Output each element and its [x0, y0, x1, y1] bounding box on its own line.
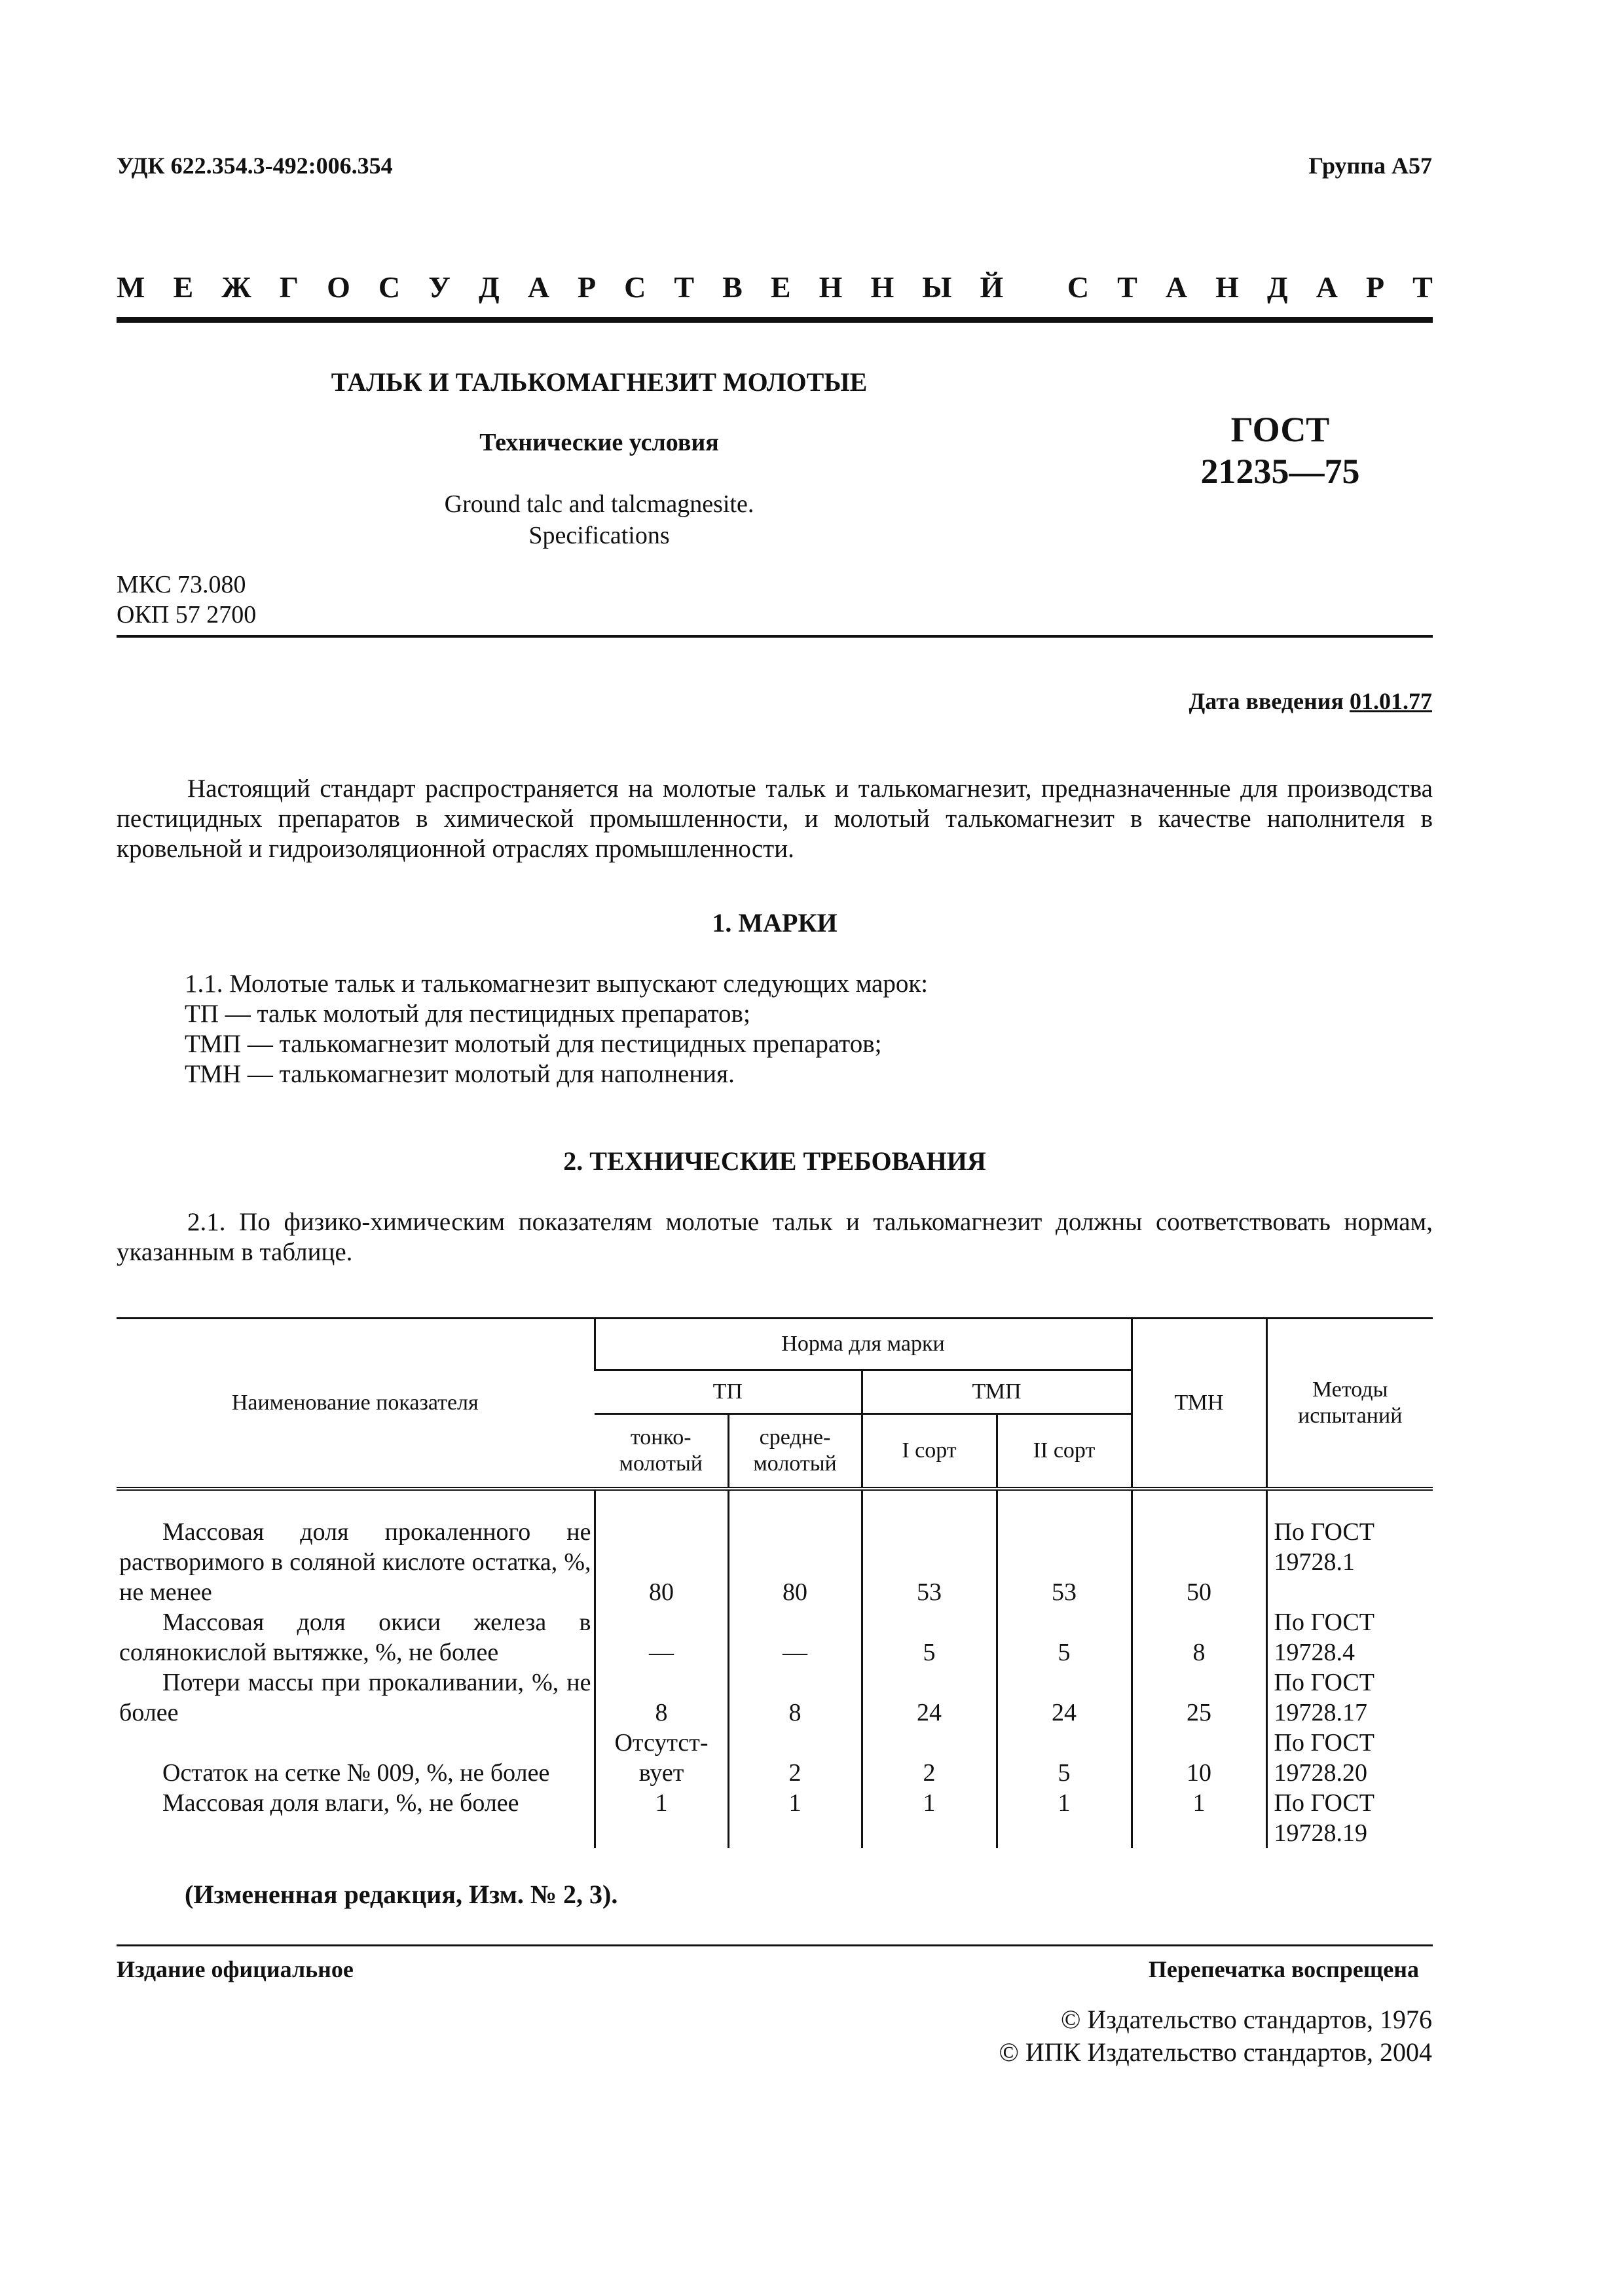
copyright	[646, 2003, 1432, 2069]
header-indicator: Наименование показателя	[117, 1319, 595, 1489]
header-tmn: ТМН	[1132, 1319, 1266, 1489]
row-tmn: 25	[1132, 1667, 1266, 1728]
english-title-line-2: Specifications	[528, 522, 670, 549]
row-tp-fine: 80	[595, 1517, 728, 1607]
section-2-title: 2. ТЕХНИЧЕСКИЕ ТРЕБОВАНИЯ	[563, 1146, 986, 1176]
banner-letter: М	[117, 270, 145, 304]
table-row	[117, 1667, 1433, 1728]
row-method: По ГОСТ 19728.20	[1266, 1728, 1433, 1788]
header-grade-2: II сорт	[997, 1414, 1132, 1489]
row-tmn: 8	[1132, 1607, 1266, 1667]
row-tp-medium: 8	[728, 1667, 862, 1728]
banner-letter: Р	[1365, 270, 1385, 304]
effective-date-value: 01.01.77	[1350, 688, 1432, 714]
row-method: По ГОСТ 19728.4	[1266, 1607, 1433, 1667]
row-tmp-2: 1	[997, 1788, 1132, 1848]
table-row	[117, 1788, 1433, 1848]
row-tmp-1: 1	[862, 1788, 997, 1848]
section-2-paragraph: 2.1. По физико-химическим показателям молотые тальк и талькомагнезит должны соответствовать нормам, указанным в таблице.	[117, 1208, 1433, 1266]
document-title: ТАЛЬК И ТАЛЬКОМАГНЕЗИТ МОЛОТЫЕ	[331, 367, 868, 397]
banner-letter: Н	[870, 270, 894, 304]
banner-letter: С	[378, 270, 401, 304]
row-tp-fine: 8	[595, 1667, 728, 1728]
header-fine: тонко- молотый	[595, 1414, 728, 1489]
row-tmp-1: 5	[862, 1607, 997, 1667]
banner-letter: Р	[577, 270, 597, 304]
banner-letter: Т	[1117, 270, 1137, 304]
row-indicator: Массовая доля прокаленного не растворимого в соляной кислоте остатка, %, не менее	[119, 1518, 591, 1606]
header-methods: Методы испытаний	[1266, 1319, 1433, 1489]
row-method: По ГОСТ 19728.17	[1266, 1667, 1433, 1728]
row-indicator: Потери массы при прокаливании, %, не более	[119, 1669, 591, 1726]
header-rule	[117, 635, 1433, 638]
udk-code: УДК 622.354.3-492:006.354	[117, 153, 393, 179]
section-1-title: 1. МАРКИ	[712, 908, 838, 938]
row-indicator: Остаток на сетке № 009, %, не более	[162, 1759, 550, 1787]
banner-letter: Г	[279, 270, 299, 304]
classifiers	[117, 570, 256, 630]
copyright-line-1: © Издательство стандартов, 1976	[1060, 2005, 1432, 2034]
gost-code: 21235—75	[1200, 452, 1360, 491]
banner-letter: Е	[173, 270, 194, 304]
banner-letter: О	[327, 270, 350, 304]
banner-letter: Н	[1215, 270, 1239, 304]
row-indicator: Массовая доля влаги, %, не более	[162, 1789, 519, 1817]
english-title	[262, 488, 936, 551]
section-1-line-4: ТМН — талькомагнезит молотый для наполнения.	[185, 1060, 735, 1088]
banner-letter: У	[428, 270, 451, 304]
banner-letter: Т	[674, 270, 695, 304]
row-method: По ГОСТ 19728.1	[1266, 1517, 1433, 1607]
section-1-line-3: ТМП — талькомагнезит молотый для пестицидных препаратов;	[185, 1030, 882, 1058]
banner-letter: Н	[819, 270, 843, 304]
banner-letter: Т	[1412, 270, 1433, 304]
banner-letter: Ж	[221, 270, 251, 304]
row-method: По ГОСТ 19728.19	[1266, 1788, 1433, 1848]
banner-letter: А	[1165, 270, 1188, 304]
row-tmn: 50	[1132, 1517, 1266, 1607]
header-norm: Норма для марки	[595, 1319, 1132, 1370]
banner-letter: А	[527, 270, 549, 304]
english-title-line-1: Ground talc and talcmagnesite.	[444, 490, 754, 518]
banner-gap	[1031, 270, 1039, 304]
row-tp-medium: 1	[728, 1788, 862, 1848]
row-tp-fine: Отсутст- вует	[595, 1728, 728, 1788]
mks-code: МКС 73.080	[117, 571, 246, 598]
footer-rule	[117, 1944, 1433, 1946]
gost-number	[1126, 409, 1434, 492]
row-tmp-2: 5	[997, 1607, 1132, 1667]
row-tmp-2: 24	[997, 1667, 1132, 1728]
copyright-line-2: © ИПК Издательство стандартов, 2004	[999, 2037, 1432, 2067]
row-tmn: 10	[1132, 1728, 1266, 1788]
reprint-prohibited: Перепечатка воспрещена	[1148, 1956, 1419, 1982]
row-tmp-1: 53	[862, 1517, 997, 1607]
row-tp-fine: —	[595, 1607, 728, 1667]
header-grade-1: I сорт	[862, 1414, 997, 1489]
table-row	[117, 1517, 1433, 1607]
row-tmp-2: 5	[997, 1728, 1132, 1788]
row-tmp-2: 53	[997, 1517, 1132, 1607]
table-row	[117, 1728, 1433, 1788]
row-tmn: 1	[1132, 1788, 1266, 1848]
gost-label: ГОСТ	[1230, 410, 1330, 449]
amendment-note: (Измененная редакция, Изм. № 2, 3).	[185, 1880, 618, 1909]
banner-letter: С	[624, 270, 646, 304]
banner-letter: Ы	[922, 270, 952, 304]
section-1-line-1: 1.1. Молотые тальк и талькомагнезит выпускают следующих марок:	[185, 970, 929, 998]
banner-letter: В	[722, 270, 743, 304]
banner-letter: Й	[980, 270, 1004, 304]
banner-letter: А	[1316, 270, 1338, 304]
row-tp-medium: —	[728, 1607, 862, 1667]
row-tmp-1: 2	[862, 1728, 997, 1788]
banner-letter: С	[1067, 270, 1090, 304]
row-tp-fine: 1	[595, 1788, 728, 1848]
document-subtitle: Технические условия	[479, 429, 719, 456]
table-row	[117, 1607, 1433, 1667]
banner-letter: Д	[478, 270, 500, 304]
header-medium: средне- молотый	[728, 1414, 862, 1489]
row-indicator: Массовая доля окиси железа в солянокислой вытяжке, %, не более	[119, 1609, 591, 1666]
effective-date-label: Дата введения	[1189, 688, 1344, 714]
group-code: Группа А57	[1308, 153, 1432, 179]
effective-date	[1189, 687, 1433, 715]
section-1-line-2: ТП — тальк молотый для пестицидных препаратов;	[185, 1000, 750, 1028]
norms-table	[117, 1317, 1433, 1848]
intro-paragraph: Настоящий стандарт распространяется на молотые тальк и талькомагнезит, предназначенные для производства пестицидных препаратов в химической промышленности, и молотый талькомагнезит в качестве наполнителя в кровельной и гидроизоляционной отраслях промышленности.	[117, 774, 1433, 863]
row-tp-medium: 80	[728, 1517, 862, 1607]
banner-rule	[117, 317, 1433, 323]
header-tmp: ТМП	[862, 1370, 1132, 1414]
okp-code: ОКП 57 2700	[117, 601, 257, 629]
banner-letter: Е	[770, 270, 791, 304]
row-tp-medium: 2	[728, 1728, 862, 1788]
standard-banner	[117, 270, 1433, 304]
header-tp: ТП	[595, 1370, 862, 1414]
row-tmp-1: 24	[862, 1667, 997, 1728]
banner-letter: Д	[1266, 270, 1288, 304]
official-edition: Издание официальное	[117, 1956, 354, 1982]
